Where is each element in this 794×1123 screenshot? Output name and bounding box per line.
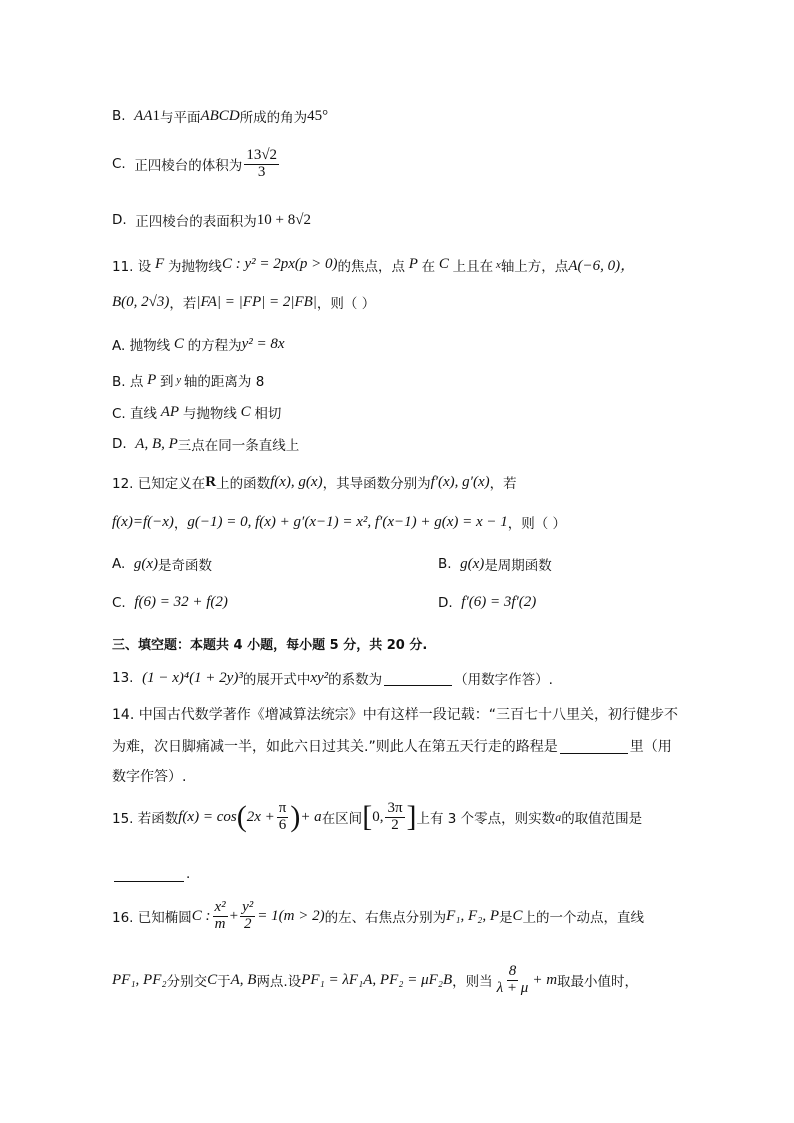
math-function: f(x) = cos: [178, 808, 237, 825]
math: 0,: [372, 808, 384, 825]
option-label: D.: [112, 212, 127, 228]
text: 取最小值时，: [557, 974, 639, 991]
text: 的展开式中: [242, 672, 311, 688]
denominator: 3: [257, 163, 266, 180]
option-label: D.: [112, 436, 127, 452]
q15: [112, 800, 642, 834]
text: ，则（ ）: [316, 296, 376, 312]
text: 15. 若函数: [112, 811, 179, 827]
text: 14. 中国古代数学著作《增减算法统宗》中有这样一段记载：“三百七十八里关，初行健步不: [112, 707, 678, 723]
math-parabola: C : y² = 2px(p > 0): [221, 256, 338, 272]
q10-option-d: [112, 210, 311, 230]
math: f′(6) = 3f′(2): [461, 594, 537, 610]
q12-stem-line2: [112, 512, 566, 532]
text: ，若: [489, 476, 517, 492]
paren-open: (: [236, 800, 247, 833]
q12-option-d: [438, 594, 536, 611]
text: 上且在: [452, 258, 494, 275]
math-abcd: ABCD: [200, 107, 240, 124]
math: F₁, F₂, P: [446, 907, 500, 924]
q12-option-a: [112, 554, 212, 574]
math-condition: |FA| = |FP| = 2|FB|: [196, 293, 317, 310]
answer-blank[interactable]: [560, 739, 628, 754]
numerator: x²: [214, 899, 226, 915]
math-value: 10 + 8√2: [256, 211, 311, 228]
math: g(x): [133, 555, 159, 572]
fraction-volume: [244, 148, 279, 181]
text: 上的函数: [216, 476, 271, 492]
option-label: B.: [438, 556, 452, 572]
text: 的方程为: [187, 338, 242, 354]
text: 是周期函数: [484, 558, 552, 574]
bracket-close: ]: [406, 800, 417, 833]
option-label: A.: [112, 556, 126, 572]
text: 为抛物线: [167, 258, 222, 275]
denominator: 6: [278, 816, 287, 833]
text: 两点.设: [256, 974, 302, 991]
math: PF₁, PF₂: [112, 971, 167, 988]
text: 的系数为: [328, 672, 383, 688]
text: 轴上方，点: [500, 258, 569, 275]
math-aa: AA: [134, 107, 153, 124]
q10-option-b: B. AA 1 与平面 ABCD 所成的角为 45°: [112, 107, 329, 126]
fraction-8-lambda-mu: [495, 964, 531, 997]
numerator: y²: [242, 899, 254, 915]
text: 16. 已知椭圆: [112, 910, 192, 927]
text: 相切: [254, 406, 282, 422]
text: 三、填空题：本题共 4 小题，每小题 5 分，共 20 分.: [112, 638, 428, 653]
fraction-pi-6: [277, 801, 289, 834]
text: 于: [217, 974, 231, 991]
q13: [112, 668, 553, 688]
text: ，若: [169, 296, 197, 312]
text: ，则（ ）: [507, 516, 567, 532]
text: 与平面: [159, 110, 201, 126]
text: 与抛物线: [182, 406, 237, 422]
text: 是: [499, 910, 513, 927]
denominator: m: [214, 915, 226, 932]
answer-blank[interactable]: [384, 671, 452, 686]
denominator: 2: [391, 816, 399, 833]
text: ，: [173, 516, 188, 532]
math-point-b: B(0, 2√3): [112, 293, 170, 310]
math-expression: (1 − x)⁴(1 + 2y)³: [142, 669, 243, 686]
paren-close: ): [290, 800, 301, 833]
q11-stem-line1: 11. 设 F 为抛物线 C : y² = 2px(p > 0) 的焦点，点 P 在 C 上且在 x 轴上方，点 A(−6, 0)，: [112, 256, 636, 275]
q11-option-c: C. 直线 AP 与抛物线 C 相切: [112, 403, 282, 422]
text: 分别交: [166, 974, 208, 991]
math-45: 45°: [307, 107, 329, 124]
text: 是奇函数: [158, 558, 213, 574]
text: ，则当: [452, 974, 493, 991]
text: 上有 3 个零点，则实数: [416, 811, 556, 827]
numerator: 8: [508, 963, 517, 979]
q12-option-b: [438, 554, 552, 574]
option-label: B.: [112, 108, 126, 124]
option-label: D.: [438, 594, 453, 611]
text: 在: [421, 258, 436, 275]
text: 的焦点，点: [337, 258, 405, 275]
text: 所成的角为: [239, 110, 308, 126]
text: 的左、右焦点分别为: [324, 910, 447, 927]
text: 正四棱台的体积为: [134, 158, 243, 175]
math: f(6) = 32 + f(2): [134, 594, 228, 610]
text: 12. 已知定义在: [112, 476, 206, 492]
numerator: 13√2: [246, 147, 278, 163]
math: = 1(m > 2): [257, 907, 325, 924]
q14-line1: [112, 704, 678, 724]
text: 13.: [112, 670, 134, 686]
math-var: a: [555, 809, 562, 824]
q16-line1: 16. 已知椭圆 C : $\frac{\text{x²}}{m}$ + $\frac{\text{y²}}{2}$ = 1(m > 2) 的左、右焦点分别为 F₁, F₂, P 是 C 上的一个动点，直线: [112, 899, 645, 932]
text: 三点在同一条直线上: [177, 438, 300, 454]
numerator: π: [278, 799, 287, 816]
option-label: C.: [112, 156, 126, 173]
math-condition-1: f(x)=f(−x): [112, 513, 174, 530]
text: 的取值范围是: [561, 811, 643, 827]
q11-option-b: B. 点 P 到 y 轴的距离为 8: [112, 371, 265, 390]
q12-stem-line1: [112, 472, 517, 492]
math-functions: f(x), g(x): [270, 473, 323, 490]
math: A, B: [230, 971, 257, 988]
math-vectors: PF₁ = λF₁A, PF₂ = μF₂B: [301, 971, 453, 988]
numerator: 3π: [387, 799, 403, 816]
fraction-3pi-2: [385, 801, 404, 834]
math: C :: [191, 907, 211, 924]
text: B. 点: [112, 374, 144, 390]
q10-option-c: [112, 148, 281, 181]
text: 里（用: [629, 739, 672, 755]
math: C: [512, 907, 523, 924]
text: 在区间: [321, 811, 363, 827]
math-equation: y² = 8x: [241, 335, 285, 352]
text: 11. 设: [112, 258, 152, 275]
q11-option-a: A. 抛物线 C 的方程为 y² = 8x: [112, 335, 285, 354]
text: 数字作答）.: [112, 769, 187, 785]
math-condition-2: g(−1) = 0, f(x) + g′(x−1) = x², f′(x−1) + g(x) = x − 1: [187, 513, 508, 530]
math: C: [207, 971, 218, 988]
fraction-x2-m: [213, 900, 228, 933]
text: .: [186, 866, 191, 882]
section-heading: [112, 634, 427, 653]
denominator: 2: [243, 915, 252, 932]
math: 2x +: [246, 808, 275, 825]
q15-answer-line: [112, 866, 190, 882]
fraction-y2-2: [240, 900, 255, 933]
text: C. 直线: [112, 406, 158, 422]
text: A. 抛物线: [112, 338, 171, 354]
bracket-open: [: [362, 800, 373, 833]
q12-option-c: [112, 594, 228, 611]
q14-line3: [112, 766, 186, 786]
math-derivatives: f′(x), g′(x): [430, 473, 490, 490]
math: + m: [532, 971, 558, 988]
math: + a: [300, 808, 322, 825]
q11-stem-line2: [112, 292, 375, 312]
answer-blank[interactable]: [114, 867, 184, 882]
q16-line2: [112, 964, 638, 997]
text: 到: [160, 374, 174, 390]
math-point-a: A(−6, 0)，: [568, 258, 636, 274]
text: 正四棱台的表面积为: [135, 214, 257, 230]
math-term: xy²: [310, 669, 329, 686]
denominator: λ + μ: [496, 979, 529, 996]
text: 上的一个动点，直线: [522, 910, 645, 927]
q14-line2: [112, 736, 672, 756]
math-reals: R: [205, 473, 217, 490]
math-points: A, B, P: [135, 435, 178, 452]
text: 轴的距离为 8: [183, 374, 265, 390]
q11-option-d: [112, 434, 299, 454]
option-label: C.: [112, 594, 126, 611]
text: （用数字作答）.: [454, 672, 553, 688]
text: 为难，次日脚痛减一半，如此六日过其关.”则此人在第五天行走的路程是: [112, 739, 558, 755]
text: ，其导函数分别为: [322, 476, 431, 492]
math: g(x): [460, 555, 485, 572]
